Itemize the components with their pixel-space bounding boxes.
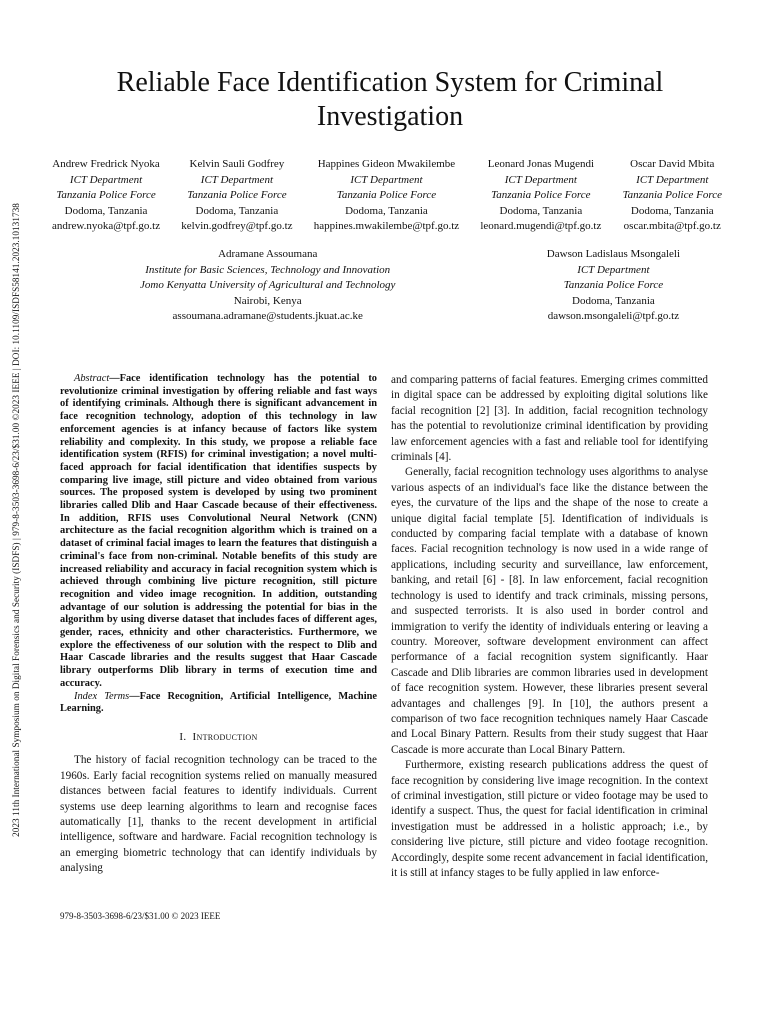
author-city: Dodoma, Tanzania: [195, 204, 279, 217]
authors-row-2: [140, 247, 680, 325]
body-paragraph: and comparing patterns of facial features. Emerging crimes committed in digital space can be addressed by exploiting digital solutions like facial recognition [2] [3]. In addition, facial recognition technology has the potential to revolutionize criminal identification by providing law enforcement agencies with a fast and reliable tool for identifying criminals [4].: [391, 374, 708, 464]
author-block: [52, 157, 160, 235]
abstract-lead: Abstract: [74, 373, 110, 384]
author-dept: ICT Department: [69, 173, 143, 186]
author-org: Tanzania Police Force: [336, 189, 437, 201]
footer-copyright: 979-8-3503-3698-6/23/$31.00 © 2023 IEEE: [60, 911, 221, 921]
author-email[interactable]: oscar.mbita@tpf.go.tz: [623, 220, 721, 232]
side-doi-banner: [4, 150, 28, 890]
author-org: Tanzania Police Force: [56, 189, 156, 201]
author-name: Leonard Jonas Mugendi: [487, 158, 595, 170]
author-city: Dodoma, Tanzania: [630, 204, 714, 217]
left-column: [60, 373, 377, 877]
author-city: Nairobi, Kenya: [233, 294, 302, 307]
author-name: Oscar David Mbita: [630, 158, 715, 170]
author-dept: ICT Department: [636, 173, 709, 186]
author-dept: Institute for Basic Sciences, Technology and Innovation: [145, 263, 391, 276]
author-block: [314, 157, 459, 235]
right-column: [391, 373, 708, 881]
author-dept: ICT Department: [577, 263, 650, 276]
author-dept: ICT Department: [504, 173, 577, 186]
author-org: Tanzania Police Force: [187, 189, 287, 201]
author-org: Tanzania Police Force: [563, 279, 664, 291]
author-email[interactable]: happines.mwakilembe@tpf.go.tz: [313, 220, 460, 232]
author-name: Andrew Fredrick Nyoka: [52, 158, 160, 170]
index-terms-lead: Index Terms: [74, 690, 130, 702]
index-terms-text: —Face Recognition, Artificial Intelligence, Machine Learning.: [60, 690, 377, 715]
body-paragraph: Furthermore, existing research publications address the quest of face recognition by considering live image recognition. In the context of criminal investigation, still picture or video footage may be used to identify a suspect. Thus, the quest for facial identification in criminal investigation must be addressed in a holistic approach; i.e., by considering live picture, still picture and video footage recognition. Accordingly, despite some recent advancement in facial identification, it is still at infancy stages to be fully applied in law enforce-: [391, 759, 708, 879]
author-block: [480, 157, 601, 235]
author-email[interactable]: andrew.nyoka@tpf.go.tz: [52, 220, 161, 232]
author-block: [140, 247, 395, 325]
author-block: [623, 157, 722, 235]
abstract-text: —Face identification technology has the potential to revolutionize criminal investigation by offering reliable and fast ways of identifying criminals. Although there is significant advancement in face recognition technology, adoption of this technology in law enforcement agencies is at infancy because of factors like system reliability and complexity. In this study, we propose a reliable face identification system (RFIS) for criminal investigation; a novel multi-faced approach for facial identification that identifies suspects by comparing live image, still picture and video obtained from various sources. The proposed system is developed by using two prominent libraries called Dlib and Haar Cascade because of their effectiveness. In addition, RFIS uses Convolutional Neural Network (CNN) architecture as the facial recognition algorithm which is trained on a dataset of criminal facial images to learn the features that distinguish a criminal's face from non-criminal. Notable benefits of this study are increased reliability and accuracy in facial recognition system which is achieved through combining live picture recognition, still picture recognition and video image recognition. In addition, outstanding advantage of our solution is addressing the potential for bias in the algorithm by using diverse dataset that includes faces of different ages, gender, races, ethnicity and other characteristics. Furthermore, we explore the effectiveness of our solution with the respect to Dlib and Haar Cascade libraries and the results suggest that Haar Cascade library outperforms Dlib library in terms of execution time and accuracy.: [60, 373, 377, 689]
index-terms: [60, 691, 377, 716]
author-name: Kelvin Sauli Godfrey: [189, 158, 285, 170]
side-doi-text: 2023 11th International Symposium on Digital Forensics and Security (ISDFS) | 979-8-3503-3698-6/23/$31.00 ©2023 IEEE | DOI: 10.1109/ISDFS58141.2023.10131738: [11, 203, 21, 837]
author-email[interactable]: dawson.msongaleli@tpf.go.tz: [547, 310, 680, 322]
author-name: Happines Gideon Mwakilembe: [317, 158, 456, 170]
body-paragraph: Generally, facial recognition technology uses algorithms to analyse various aspects of an individual's face like the distance between the eyes, the curvature of the lips and the shape of the nose to create a unique digital facial template [5]. Identification of individuals is conducted by comparing facial template with a database of known faces. Facial recognition technology is now used in a wide range of applications, including security and surveillance, law enforcement, banking, and retail [6] - [8]. In law enforcement, facial recognition technology is used to identify and track criminals, missing persons, and suspected terrorists. It is also used in border control and immigration to verify the identity of individuals entering or leaving a country. Moreover, software development environment can affect performance of a facial recognition system significantly. Haar Cascade and Dlib libraries are common libraries used in development of face recognition system. However, these libraries present several advantages and challenges [9]. In [10], the authors present a comparison of two face recognition techniques namely Haar Cascade and Local Binary Pattern. Results from their study suggest that Haar Cascade is more accurate than Local Binary Pattern.: [391, 466, 708, 756]
left-body: [60, 753, 377, 876]
author-email[interactable]: assoumana.adramane@students.jkuat.ac.ke: [172, 310, 363, 322]
author-org: Tanzania Police Force: [622, 189, 722, 201]
author-block: [547, 247, 680, 325]
section-number: I.: [179, 730, 187, 743]
author-name: Dawson Ladislaus Msongaleli: [546, 248, 680, 260]
section-name: Introduction: [192, 730, 258, 743]
abstract: [60, 373, 377, 691]
author-dept: ICT Department: [200, 173, 273, 186]
author-email[interactable]: leonard.mugendi@tpf.go.tz: [480, 220, 602, 232]
body-paragraph: The history of facial recognition technology can be traced to the 1960s. Early facial recognition systems relied on manually measured distances between facial features to identify individuals. Current systems use deep learning algorithms to learn and recognise faces automatically [1], thanks to the recent development in artificial intelligence, software and hardware. Facial recognition technology is an emerging biometric technology that can identify individuals by analysing: [60, 754, 377, 875]
author-dept: ICT Department: [350, 173, 423, 186]
author-city: Dodoma, Tanzania: [572, 294, 655, 307]
authors-row-1: [52, 157, 722, 235]
author-email[interactable]: kelvin.godfrey@tpf.go.tz: [181, 220, 293, 232]
author-city: Dodoma, Tanzania: [64, 204, 148, 217]
right-body: [391, 373, 708, 881]
author-org: Jomo Kenyatta University of Agricultural and Technology: [140, 279, 396, 291]
author-city: Dodoma, Tanzania: [345, 204, 428, 217]
author-name: Adramane Assoumana: [218, 248, 318, 260]
author-org: Tanzania Police Force: [491, 189, 591, 201]
section-heading: [60, 730, 377, 745]
author-block: [181, 157, 292, 235]
paper-title: Reliable Face Identification System for Criminal Investigation: [116, 67, 664, 132]
author-city: Dodoma, Tanzania: [499, 204, 583, 217]
